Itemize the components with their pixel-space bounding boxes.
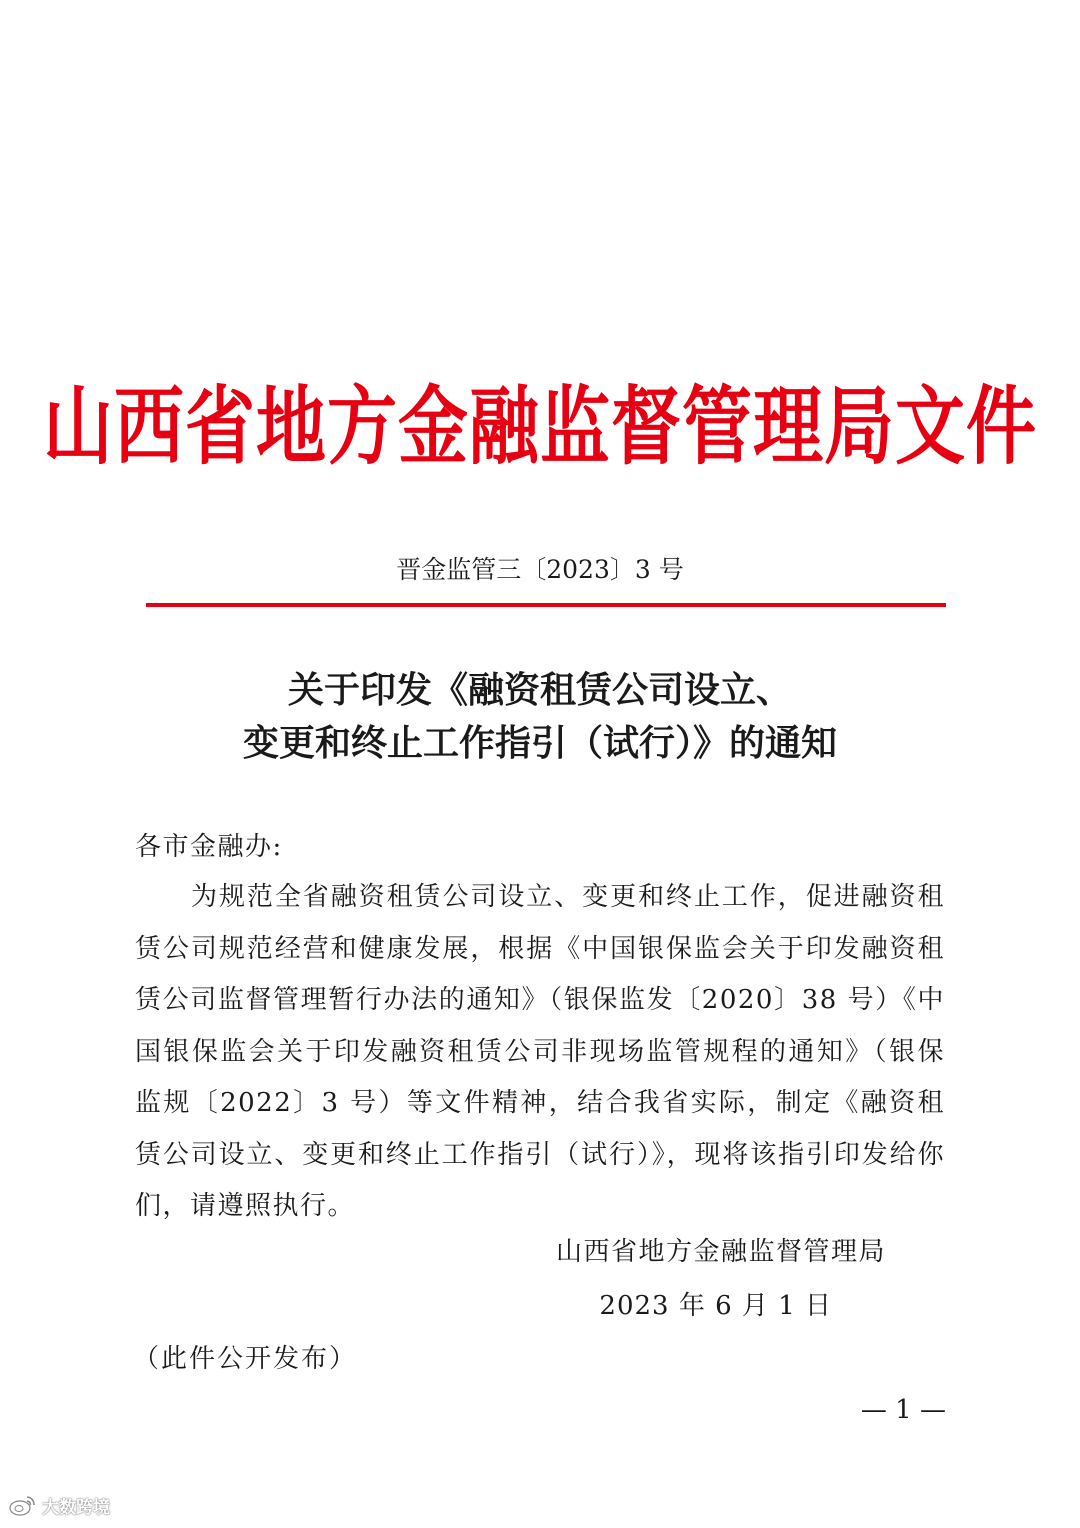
salutation: 各市金融办:	[135, 832, 283, 862]
weibo-logo-icon	[8, 1493, 38, 1517]
red-divider-line	[146, 603, 946, 607]
page-number: — 1 —	[860, 1395, 946, 1425]
watermark-text: 大数跨境	[42, 1497, 110, 1518]
body-paragraph: 为规范全省融资租赁公司设立、变更和终止工作，促进融资租赁公司规范经营和健康发展，根据《中国银保监会关于印发融资租赁公司监督管理暂行办法的通知》（银保监发〔2020〕38 号）《中国银保监会关于印发融资租赁公司非现场监管规程的通知》（银保监规〔2022〕3 号）等文件精神，结合我省实际，制定《融资租赁公司设立、变更和终止工作指引（试行）》，现将该指引印发给你们，请遵照执行。	[135, 882, 945, 1221]
document-number: 晋金监管三〔2023〕3 号	[396, 555, 684, 584]
issue-date: 2023 年 6 月 1 日	[599, 1291, 832, 1321]
issuer-signature: 山西省地方金融监督管理局	[555, 1237, 886, 1267]
agency-header-title: 山西省地方金融监督管理局文件	[43, 376, 1037, 477]
watermark	[8, 1490, 110, 1520]
document-title-line-1: 关于印发《融资租赁公司设立、	[287, 669, 792, 711]
document-title-line-2: 变更和终止工作指引（试行）》的通知	[242, 722, 837, 764]
publication-note: （此件公开发布）	[133, 1344, 358, 1374]
